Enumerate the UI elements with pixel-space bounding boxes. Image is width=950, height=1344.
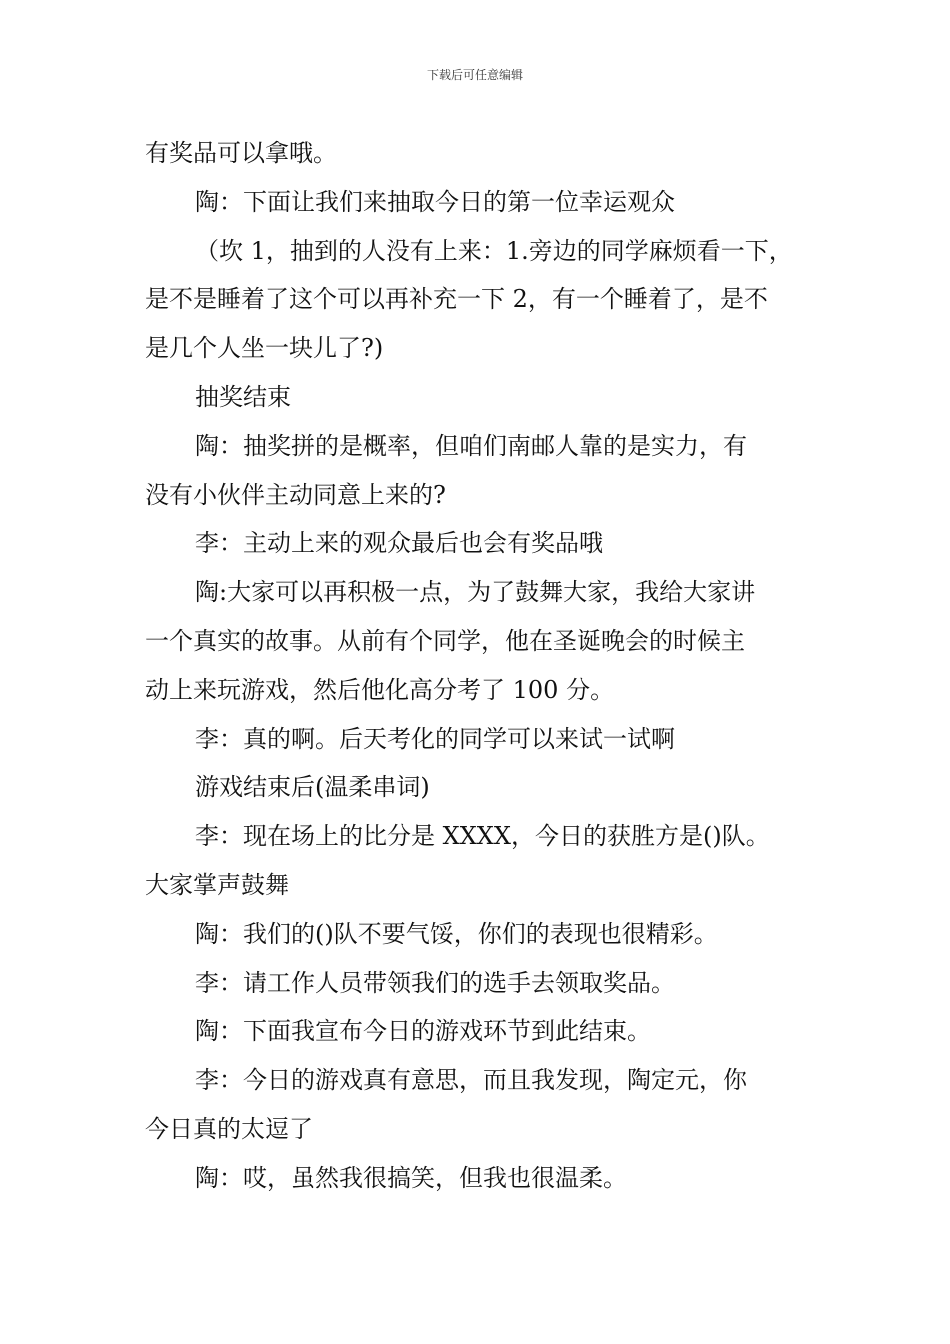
paragraph-line: 大家掌声鼓舞 [145,870,289,899]
paragraph-line: 李：主动上来的观众最后也会有奖品哦 [195,529,603,558]
paragraph-line: 陶:大家可以再积极一点，为了鼓舞大家，我给大家讲 [195,578,756,607]
paragraph-line: 游戏结束后(温柔串词) [195,773,430,802]
paragraph-line: 李：今日的游戏真有意思，而且我发现，陶定元，你 [195,1066,747,1095]
paragraph-line: 李：真的啊。后天考化的同学可以来试一试啊 [195,724,675,753]
paragraph-line: 没有小伙伴主动同意上来的? [145,480,446,509]
paragraph-line: 今日真的太逗了 [145,1114,313,1143]
paragraph-line: 李：现在场上的比分是 XXXX，今日的获胜方是()队。 [195,822,770,851]
paragraph-line: 一个真实的故事。从前有个同学，他在圣诞晚会的时候主 [145,626,745,655]
paragraph-line: 抽奖结束 [195,382,291,411]
paragraph-line: 是不是睡着了这个可以再补充一下 2，有一个睡着了，是不 [145,285,768,314]
paragraph-line: 陶：下面让我们来抽取今日的第一位幸运观众 [195,187,675,216]
paragraph-line: 陶：我们的()队不要气馁，你们的表现也很精彩。 [195,919,718,948]
paragraph-line: 动上来玩游戏，然后他化高分考了 100 分。 [145,675,615,704]
paragraph-line: 李：请工作人员带领我们的选手去领取奖品。 [195,968,675,997]
paragraph-line: 陶：抽奖拼的是概率，但咱们南邮人靠的是实力，有 [195,431,747,460]
paragraph-line: （坎 1，抽到的人没有上来：1.旁边的同学麻烦看一下， [195,236,793,265]
document-body [145,129,830,1203]
page-header: 下载后可任意编辑 [426,68,523,82]
paragraph-line: 陶：下面我宣布今日的游戏环节到此结束。 [195,1017,651,1046]
paragraph-line: 是几个人坐一块儿了?) [145,334,384,363]
paragraph-line: 陶：哎，虽然我很搞笑，但我也很温柔。 [195,1163,627,1192]
paragraph-line: 有奖品可以拿哦。 [145,139,337,167]
